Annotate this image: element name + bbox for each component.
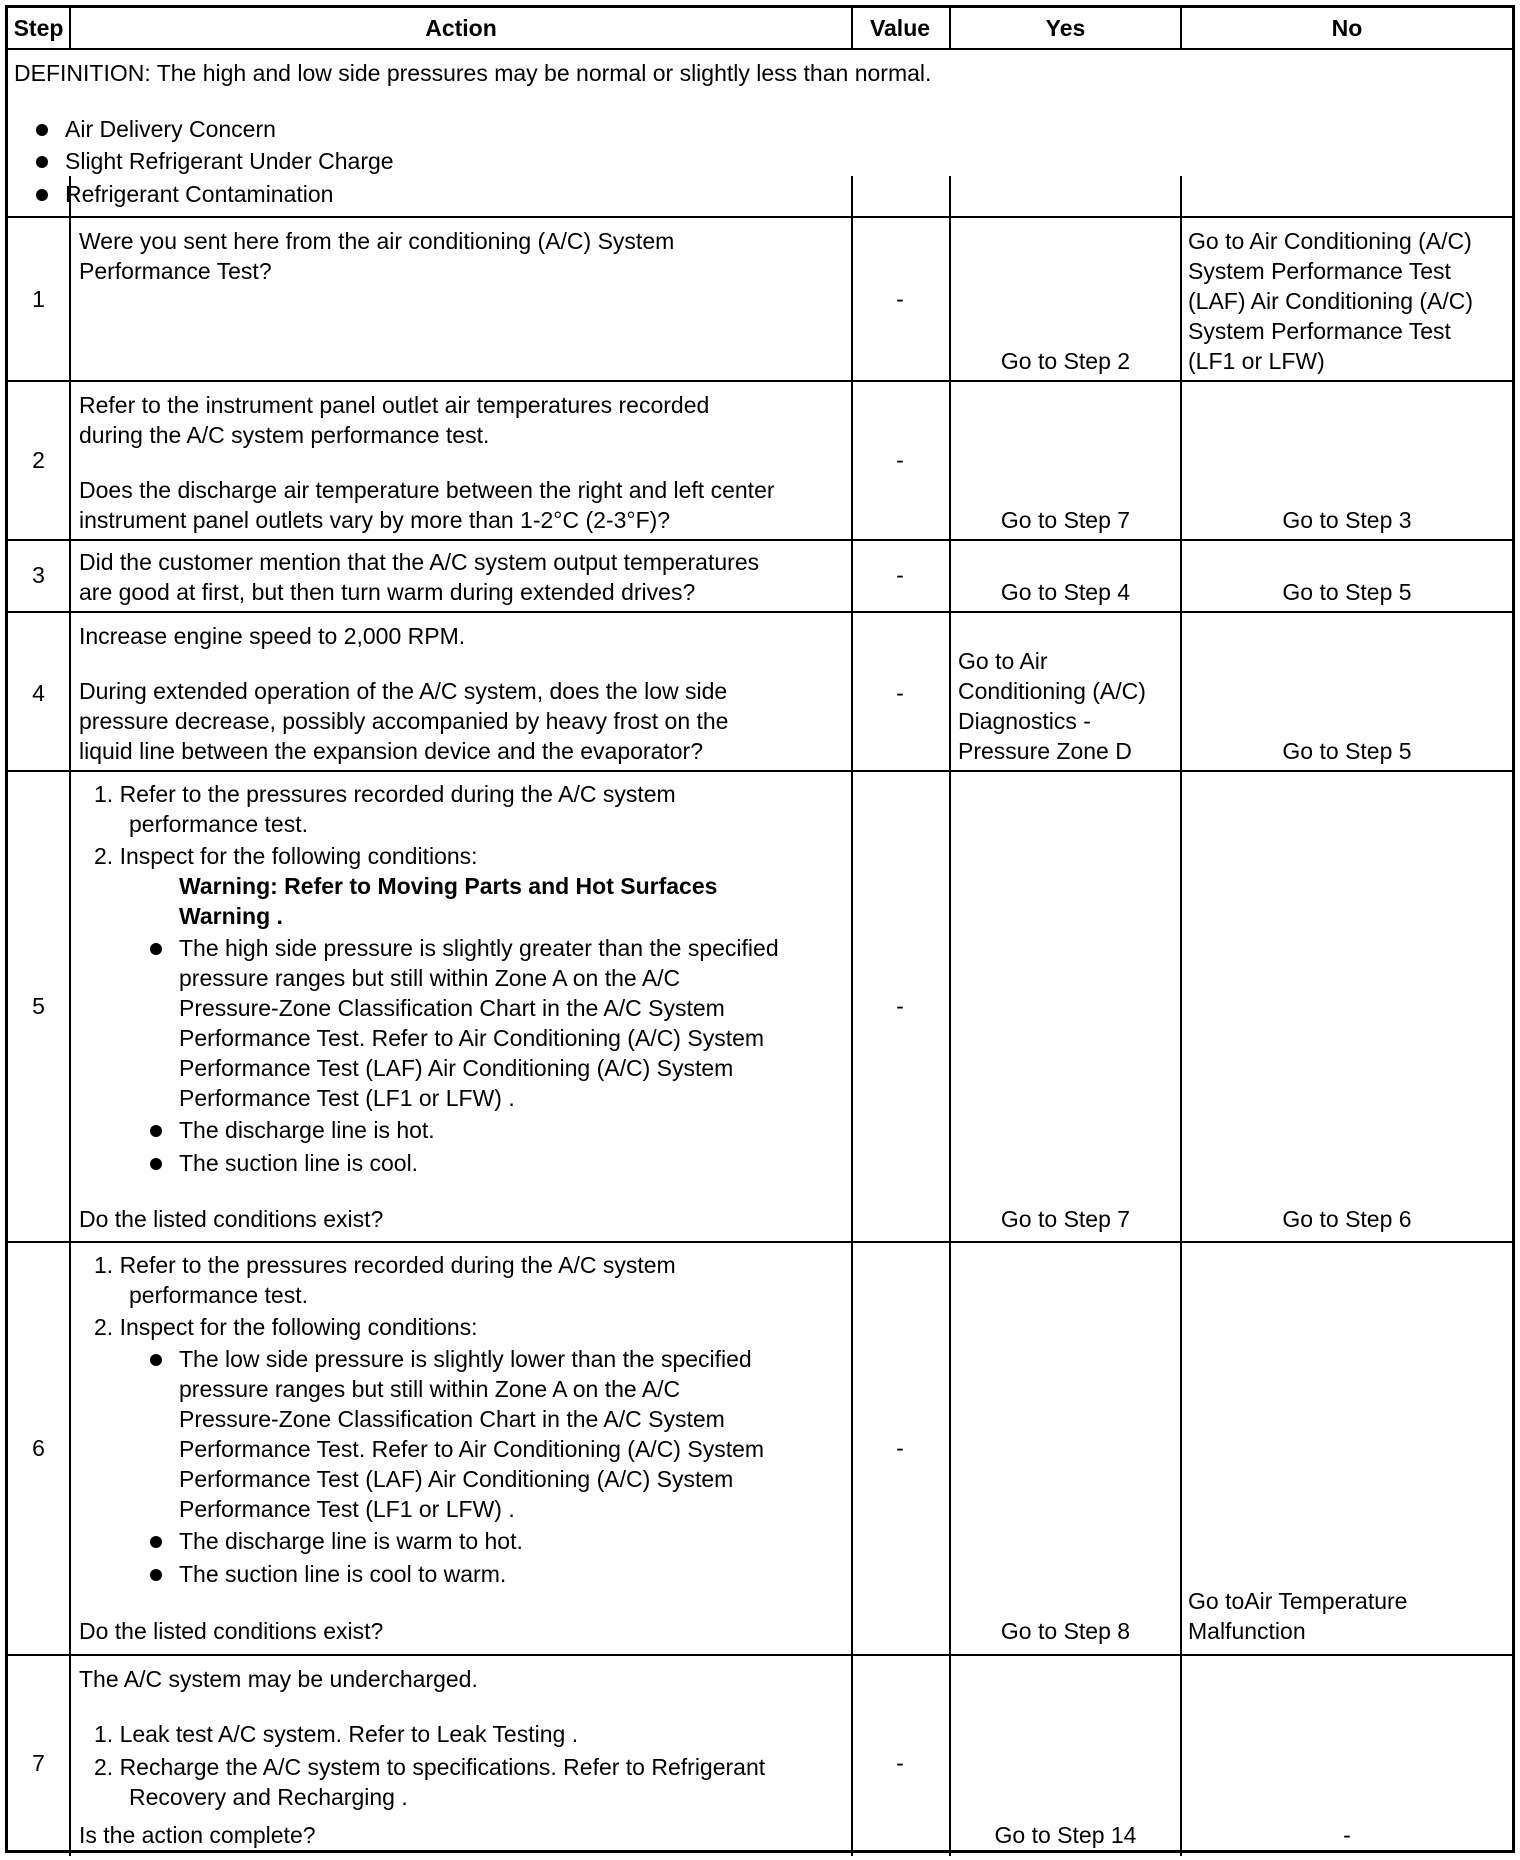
step-number: 3 — [32, 562, 45, 588]
list-item: Recovery and Recharging . — [129, 1784, 408, 1810]
action-line: Increase engine speed to 2,000 RPM. — [79, 623, 466, 649]
action-line: are good at first, but then turn warm during extended drives? — [79, 579, 696, 605]
bullet-line: The suction line is cool to warm. — [179, 1561, 507, 1587]
row-divider — [8, 539, 1512, 541]
row-divider — [8, 1654, 1512, 1656]
no-line: (LF1 or LFW) — [1188, 348, 1325, 374]
yes-cell: Go to Step 4 — [1000, 579, 1131, 605]
step-number: 7 — [32, 1750, 45, 1776]
list-item: performance test. — [129, 811, 308, 837]
action-line: Were you sent here from the air conditioning (A/C) System — [79, 228, 675, 254]
no-cell: Go to Step 5 — [1282, 738, 1412, 764]
list-item: 1. Refer to the pressures recorded during the A/C system — [94, 781, 676, 807]
definition-bullet: Slight Refrigerant Under Charge — [65, 148, 394, 174]
bullet-icon — [36, 124, 48, 136]
bullet-line: The discharge line is warm to hot. — [179, 1528, 523, 1554]
yes-cell: Go to Step 7 — [1000, 507, 1131, 533]
bullet-line: Performance Test (LAF) Air Conditioning (A/C) System — [179, 1466, 734, 1492]
action-line: Refer to the instrument panel outlet air temperatures recorded — [79, 392, 710, 418]
yes-line: Diagnostics - — [958, 708, 1091, 734]
question-text: Is the action complete? — [79, 1822, 316, 1848]
intro-text: The A/C system may be undercharged. — [79, 1666, 478, 1692]
warning-text: Warning . — [179, 903, 283, 929]
bullet-icon — [36, 189, 48, 201]
row-divider — [8, 611, 1512, 613]
bullet-icon — [150, 1536, 162, 1548]
bullet-line: Performance Test (LF1 or LFW) . — [179, 1496, 515, 1522]
col-divider — [69, 176, 71, 1856]
value-cell: - — [896, 562, 904, 588]
yes-line: Go to Air — [958, 648, 1048, 674]
bullet-line: Performance Test (LAF) Air Conditioning (A/C) System — [179, 1055, 734, 1081]
list-item: 2. Inspect for the following conditions: — [94, 1314, 478, 1340]
action-line: During extended operation of the A/C system, does the low side — [79, 678, 728, 704]
header-action: Action — [425, 15, 497, 41]
action-line: during the A/C system performance test. — [79, 422, 490, 448]
no-cell: - — [1343, 1822, 1351, 1848]
no-line: (LAF) Air Conditioning (A/C) — [1188, 288, 1474, 314]
value-cell: - — [896, 286, 904, 312]
no-line: Malfunction — [1188, 1618, 1306, 1644]
value-cell: - — [896, 993, 904, 1019]
bullet-line: The high side pressure is slightly greater than the specified — [179, 935, 779, 961]
bullet-icon — [150, 1569, 162, 1581]
bullet-line: Pressure-Zone Classification Chart in the A/C System — [179, 995, 725, 1021]
no-cell: Go to Step 5 — [1282, 579, 1412, 605]
list-item: 2. Recharge the A/C system to specifications. Refer to Refrigerant — [94, 1754, 766, 1780]
list-item: 2. Inspect for the following conditions: — [94, 843, 478, 869]
bullet-line: The low side pressure is slightly lower than the specified — [179, 1346, 752, 1372]
step-number: 1 — [32, 286, 45, 312]
no-line: System Performance Test — [1188, 318, 1451, 344]
definition-bullet: Refrigerant Contamination — [65, 181, 334, 207]
bullet-line: Performance Test. Refer to Air Conditioning (A/C) System — [179, 1025, 765, 1051]
list-item: performance test. — [129, 1282, 308, 1308]
no-line: Go to Air Conditioning (A/C) — [1188, 228, 1472, 254]
action-line: liquid line between the expansion device and the evaporator? — [79, 738, 703, 764]
step-number: 5 — [32, 993, 45, 1019]
list-item: 1. Leak test A/C system. Refer to Leak Testing . — [94, 1721, 579, 1747]
bullet-line: The suction line is cool. — [179, 1150, 419, 1176]
yes-line: Pressure Zone D — [958, 738, 1132, 764]
header-no: No — [1331, 15, 1363, 41]
yes-line: Conditioning (A/C) — [958, 678, 1146, 704]
yes-cell: Go to Step 8 — [1000, 1618, 1131, 1644]
header-yes: Yes — [1045, 15, 1086, 41]
no-line: System Performance Test — [1188, 258, 1451, 284]
bullet-line: Performance Test. Refer to Air Conditioning (A/C) System — [179, 1436, 765, 1462]
action-line: Performance Test? — [79, 258, 272, 284]
bullet-line: Performance Test (LF1 or LFW) . — [179, 1085, 515, 1111]
bullet-line: pressure ranges but still within Zone A on the A/C — [179, 1376, 681, 1402]
value-cell: - — [896, 1750, 904, 1776]
bullet-line: The discharge line is hot. — [179, 1117, 435, 1143]
row-divider — [8, 48, 1512, 50]
question-text: Do the listed conditions exist? — [79, 1618, 384, 1644]
value-cell: - — [896, 1435, 904, 1461]
no-line: Go toAir Temperature — [1188, 1588, 1408, 1614]
row-divider — [8, 380, 1512, 382]
yes-cell: Go to Step 14 — [994, 1822, 1137, 1848]
bullet-icon — [150, 1158, 162, 1170]
bullet-icon — [36, 156, 48, 168]
row-divider — [8, 216, 1512, 218]
action-line: Did the customer mention that the A/C system output temperatures — [79, 549, 760, 575]
yes-cell: Go to Step 7 — [1000, 1206, 1131, 1232]
no-cell: Go to Step 3 — [1282, 507, 1412, 533]
bullet-line: Pressure-Zone Classification Chart in the A/C System — [179, 1406, 725, 1432]
step-number: 4 — [32, 680, 45, 706]
yes-cell: Go to Step 2 — [1000, 348, 1131, 374]
step-number: 2 — [32, 447, 45, 473]
bullet-line: pressure ranges but still within Zone A on the A/C — [179, 965, 681, 991]
list-item: 1. Refer to the pressures recorded during the A/C system — [94, 1252, 676, 1278]
bullet-icon — [150, 1354, 162, 1366]
no-cell: Go to Step 6 — [1282, 1206, 1412, 1232]
definition-bullet: Air Delivery Concern — [65, 116, 276, 142]
col-divider — [1180, 176, 1182, 1856]
col-divider — [949, 176, 951, 1856]
header-step: Step — [13, 15, 64, 41]
action-line: Does the discharge air temperature between the right and left center — [79, 477, 775, 503]
row-divider — [8, 770, 1512, 772]
warning-text: Warning: Refer to Moving Parts and Hot Surfaces — [179, 873, 718, 899]
action-line: instrument panel outlets vary by more than 1-2°C (2-3°F)? — [79, 507, 671, 533]
action-line: pressure decrease, possibly accompanied by heavy frost on the — [79, 708, 729, 734]
header-value: Value — [869, 15, 931, 41]
value-cell: - — [896, 680, 904, 706]
diagnostic-table — [5, 5, 1515, 1853]
bullet-icon — [150, 1125, 162, 1137]
question-text: Do the listed conditions exist? — [79, 1206, 384, 1232]
step-number: 6 — [32, 1435, 45, 1461]
value-cell: - — [896, 447, 904, 473]
bullet-icon — [150, 943, 162, 955]
row-divider — [8, 1241, 1512, 1243]
definition-text: DEFINITION: The high and low side pressures may be normal or slightly less than normal. — [14, 60, 932, 86]
